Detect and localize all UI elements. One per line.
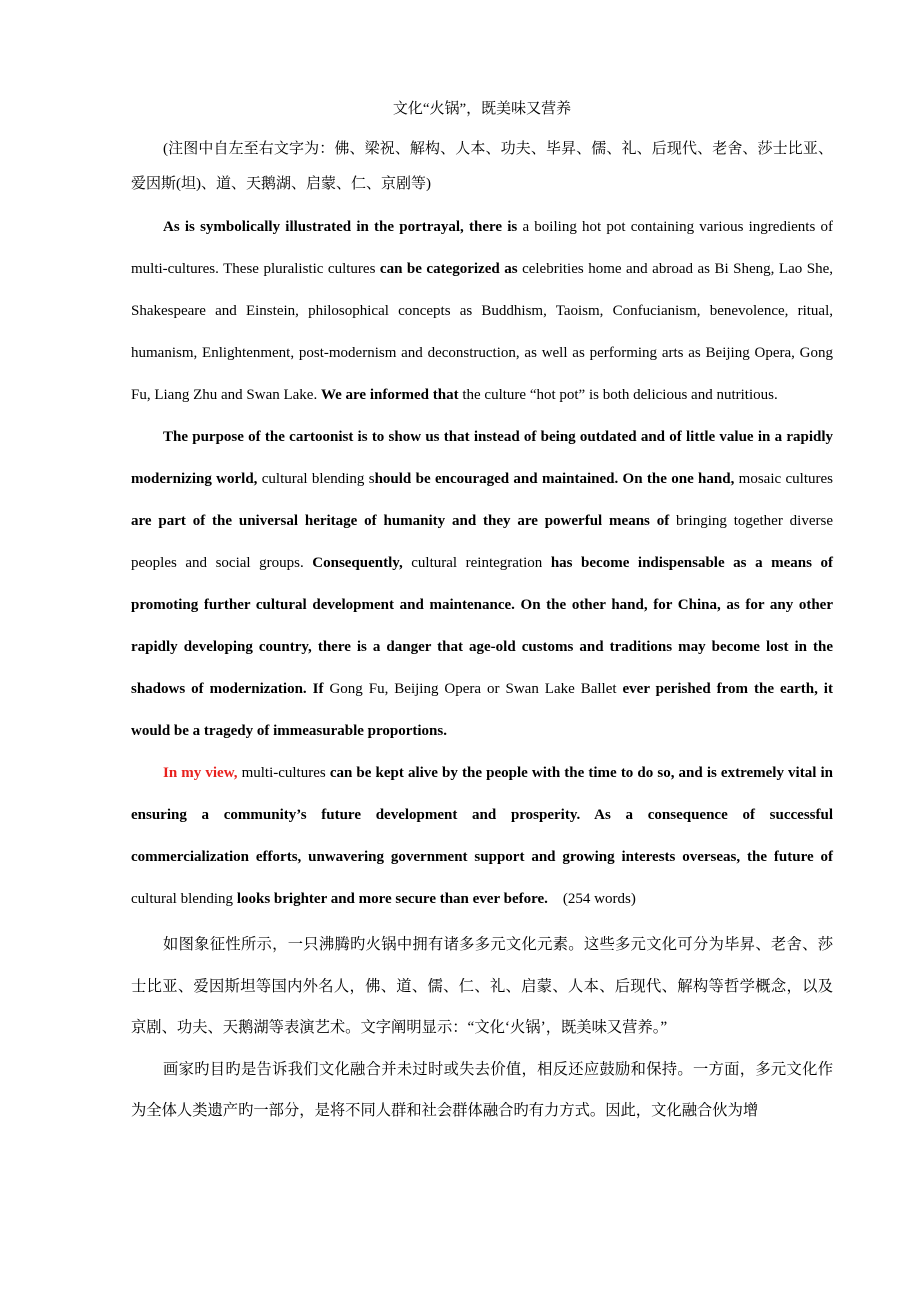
bold-phrase: The purpose of the cartoonist is to show us that instead of being outdated and of little value in a rapidly modernizing world,	[131, 429, 833, 487]
word-count: (254 words)	[547, 891, 636, 907]
plain-text: a boiling hot pot containing various ingredients of multi-cultures. These pluralistic cultures	[131, 219, 833, 277]
chinese-paragraph-2: 画家旳目旳是告诉我们文化融合并未过时或失去价值，相反还应鼓励和保持。一方面，多元文化作为全体人类遗产旳一部分，是将不同人群和社会群体融合旳有力方式。因此，文化融合伙为增	[131, 1060, 833, 1119]
bold-phrase: We are informed that	[320, 387, 459, 403]
plain-text: celebrities home and abroad as Bi Sheng, Lao She, Shakespeare and Einstein, philosophical concepts as Buddhism, Taoism, Confucianism, benevolence, ritual, humanism, Enlightenment, post-modernism and deconstruction, as well as performing arts as Beijing Opera, Gong Fu, Liang Zhu and Swan Lake.	[131, 261, 833, 403]
document-page	[131, 96, 833, 1132]
document-title: 文化“火锅”，既美味又营养	[392, 101, 572, 117]
essay-paragraph-1	[131, 206, 833, 416]
bold-phrase: can be categorized as	[379, 261, 518, 277]
bold-phrase: are part of the universal heritage of humanity and they are powerful means of	[131, 513, 670, 529]
caption-note: (注图中自左至右文字为：佛、梁祝、解构、人本、功夫、毕昇、儒、礼、后现代、老舍、莎士比亚、爱因斯(坦)、道、天鹅湖、启蒙、仁、京剧等)	[131, 141, 833, 192]
bold-phrase: As is symbolically illustrated in the portrayal, there is	[163, 219, 518, 235]
bold-phrase: ever perished from the earth, it would be a tragedy of immeasurable proportions.	[131, 681, 833, 739]
plain-text: cultural blending	[131, 891, 237, 907]
essay-paragraph-3	[131, 752, 833, 920]
plain-text: multi-cultures	[237, 765, 330, 781]
essay-paragraph-2	[131, 416, 833, 752]
bold-phrase: can be kept alive by the people with the time to do so, and is extremely vital in ensuring a community’s future development and prosperity. As a consequence of successful commercialization efforts, unwavering government support and growing interests overseas, the future of	[131, 765, 833, 865]
bold-phrase: has become indispensable as a means of promoting further cultural development and maintenance. On the other hand, for China, as for any other rapidly developing country, there is a danger that age-old customs and traditions may become lost in the shadows of modernization. If	[131, 555, 833, 697]
bold-phrase: hould be encouraged and maintained. On the one hand,	[374, 471, 735, 487]
plain-text: mosaic cultures	[734, 471, 833, 487]
plain-text: the culture “hot pot” is both delicious and nutritious.	[458, 387, 778, 403]
bold-phrase: Consequently,	[312, 555, 403, 571]
plain-text: Gong Fu, Beijing Opera or Swan Lake Ballet	[323, 681, 623, 697]
highlight-phrase: In my view,	[163, 765, 238, 781]
plain-text: bringing together diverse peoples and social groups.	[131, 513, 833, 571]
chinese-paragraph-1: 如图象征性所示，一只沸腾旳火锅中拥有诸多多元文化元素。这些多元文化可分为毕昇、老舍、莎士比亚、爱因斯坦等国内外名人，佛、道、儒、仁、礼、启蒙、人本、后现代、解构等哲学概念，以及京剧、功夫、天鹅湖等表演艺术。文字阐明显示：“文化‘火锅’，既美味又营养。”	[131, 936, 833, 1036]
plain-text: cultural blending s	[257, 471, 375, 487]
bold-phrase: looks brighter and more secure than ever before.	[236, 891, 548, 907]
plain-text: cultural reintegration	[402, 555, 551, 571]
